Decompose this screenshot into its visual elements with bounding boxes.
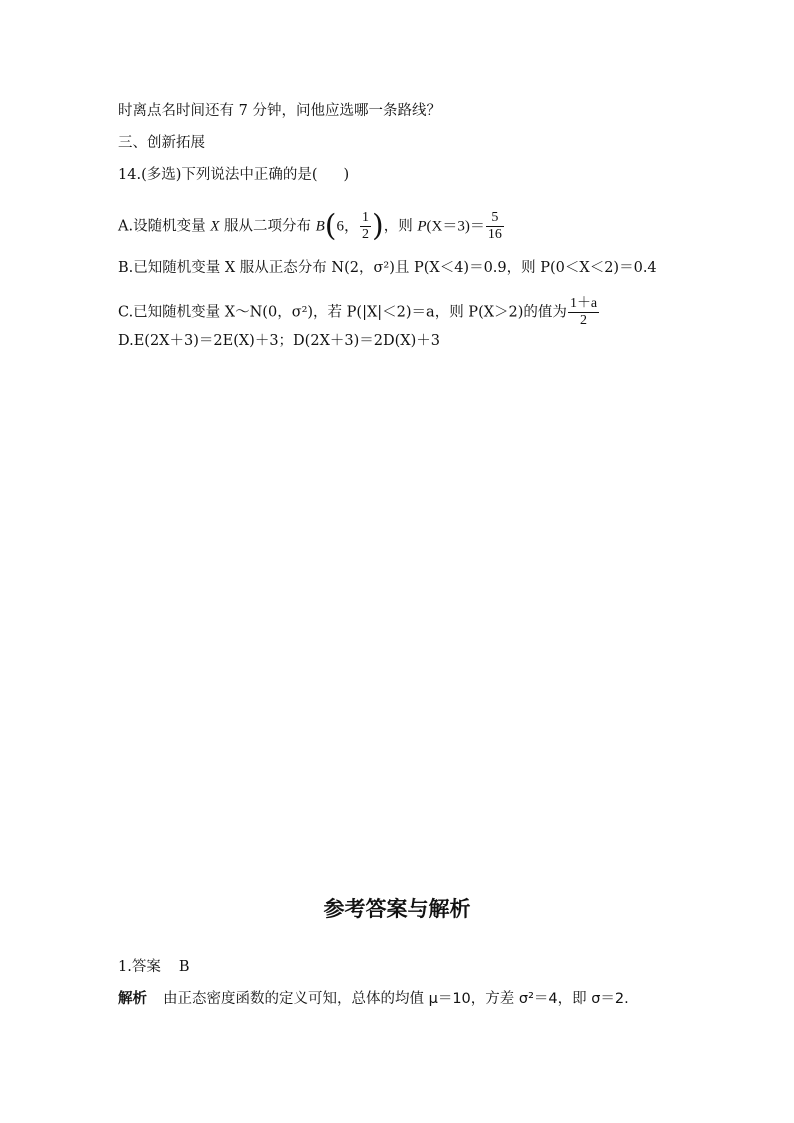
answer-numerator: 5 <box>491 210 499 225</box>
option-a-prefix: A.设随机变量 <box>118 218 211 235</box>
option-a-text2: ，则 <box>383 218 418 235</box>
c-denominator: 2 <box>568 312 599 329</box>
question-number: 14. <box>118 167 142 183</box>
option-a-P: P <box>417 218 427 235</box>
question-stem: 下列说法中正确的是( <box>181 167 318 183</box>
option-a <box>118 210 505 243</box>
option-a-answer-fraction <box>486 210 504 243</box>
explanation-text: 由正态密度函数的定义可知，总体的均值 μ＝10，方差 σ²＝4，即 σ＝2. <box>163 991 629 1007</box>
p-numerator: 1 <box>362 210 369 225</box>
previous-question-text: 时离点名时间还有 7 分钟，问他应选哪一条路线？ <box>118 103 441 119</box>
option-c <box>118 296 600 329</box>
option-b: B.已知随机变量 X 服从正态分布 N(2，σ²)且 P(X＜4)＝0.9，则 P(0＜X＜2)＝0.4 <box>118 260 657 276</box>
option-a-p-fraction <box>360 210 371 243</box>
question-14-stem <box>118 165 349 185</box>
c-numerator: 1＋a <box>569 296 598 311</box>
section-title: 三、创新拓展 <box>118 135 205 151</box>
answer-heading: 参考答案与解析 <box>323 897 471 921</box>
answer-line <box>118 957 190 977</box>
question-tag: (多选) <box>141 167 182 183</box>
right-paren: ) <box>372 208 384 244</box>
option-a-binomial: B <box>315 218 325 235</box>
left-paren: ( <box>324 208 337 244</box>
question-stem-close: ) <box>343 167 350 183</box>
answer-value: B <box>178 959 190 975</box>
explanation-line <box>118 989 629 1009</box>
option-a-n: 6， <box>336 218 359 235</box>
answer-label: 1.答案 <box>118 959 161 975</box>
option-c-fraction <box>568 296 599 329</box>
p-denominator: 2 <box>362 227 369 242</box>
option-c-text: C.已知随机变量 X～N(0，σ²)，若 P(|X|＜2)＝a，则 P(X＞2)的值为 <box>118 304 567 321</box>
explanation-label: 解析 <box>118 991 147 1007</box>
option-a-expr: (X＝3)＝ <box>426 218 485 235</box>
option-a-var: X <box>210 218 220 235</box>
option-d: D.E(2X＋3)＝2E(X)＋3；D(2X＋3)＝2D(X)＋3 <box>118 333 440 349</box>
answer-denominator: 16 <box>487 227 502 242</box>
option-a-text1: 服从二项分布 <box>219 218 316 235</box>
